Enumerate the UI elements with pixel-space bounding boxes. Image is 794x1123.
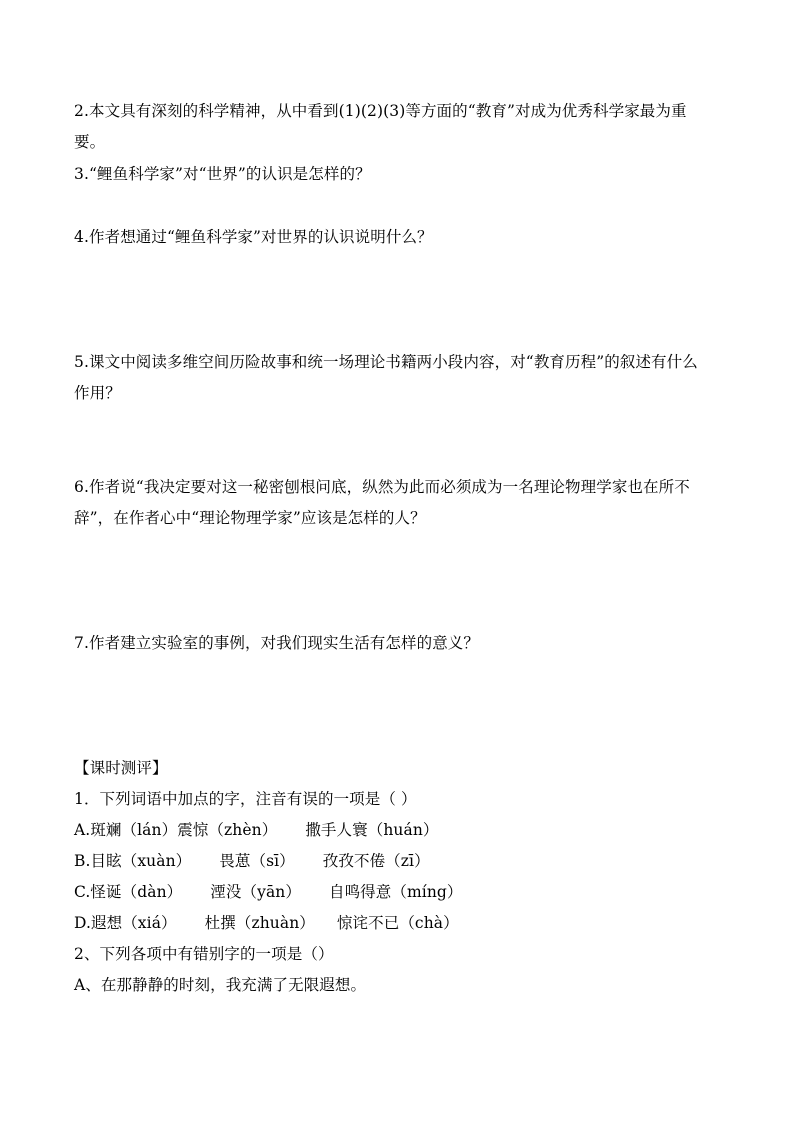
assessment-heading: 【课时测评】: [74, 759, 168, 777]
question-6-line-2: 辞”，在作者心中“理论物理学家”应该是怎样的人？: [74, 509, 426, 527]
item-1-option-c: [74, 882, 734, 902]
question-4: 4.作者想通过“鲤鱼科学家”对世界的认识说明什么？: [74, 228, 433, 246]
question-2-line-2: 要。: [74, 133, 106, 151]
option-c-part-3: 自鸣得意（míng）: [328, 883, 463, 901]
option-b-part-2: 畏葸（sī）: [219, 852, 295, 870]
option-d-part-1: D.遐想（xiá）: [74, 914, 177, 932]
option-a-part-2: 撒手人寰（huán）: [305, 821, 439, 839]
item-1-option-a: [74, 820, 734, 840]
question-7: 7.作者建立实验室的事例，对我们现实生活有怎样的意义？: [74, 634, 479, 652]
option-b-part-3: 孜孜不倦（zī）: [322, 852, 430, 870]
question-5-line-1: 5.课文中阅读多维空间历险故事和统一场理论书籍两小段内容，对“教育历程”的叙述有什么: [74, 353, 698, 371]
item-1-stem: 1．下列词语中加点的字，注音有误的一项是（ ）: [74, 790, 417, 808]
question-3: 3.“鲤鱼科学家”对“世界”的认识是怎样的？: [74, 165, 371, 183]
option-c-part-1: C.怪诞（dàn）: [74, 883, 183, 901]
item-1-option-d: [74, 913, 734, 933]
item-2-option-a: A、在那静静的时刻，我充满了无限遐想。: [74, 976, 367, 994]
question-2-line-1: 2.本文具有深刻的科学精神，从中看到(1)(2)(3)等方面的“教育”对成为优秀科学家最为重: [74, 102, 687, 120]
question-5-line-2: 作用？: [74, 384, 121, 402]
option-a-part-1: A.斑斓（lán）震惊（zhèn）: [74, 821, 278, 839]
option-c-part-2: 湮没（yān）: [210, 883, 301, 901]
option-d-part-2: 杜撰（zhuàn）: [204, 914, 315, 932]
option-d-part-3: 惊诧不已（chà）: [336, 914, 459, 932]
option-b-part-1: B.目眩（xuàn）: [74, 852, 192, 870]
item-2-stem: 2、下列各项中有错别字的一项是（）: [74, 945, 334, 963]
item-1-option-b: [74, 851, 734, 871]
question-6-line-1: 6.作者说“我决定要对这一秘密刨根问底，纵然为此而必须成为一名理论物理学家也在所不: [74, 478, 690, 496]
